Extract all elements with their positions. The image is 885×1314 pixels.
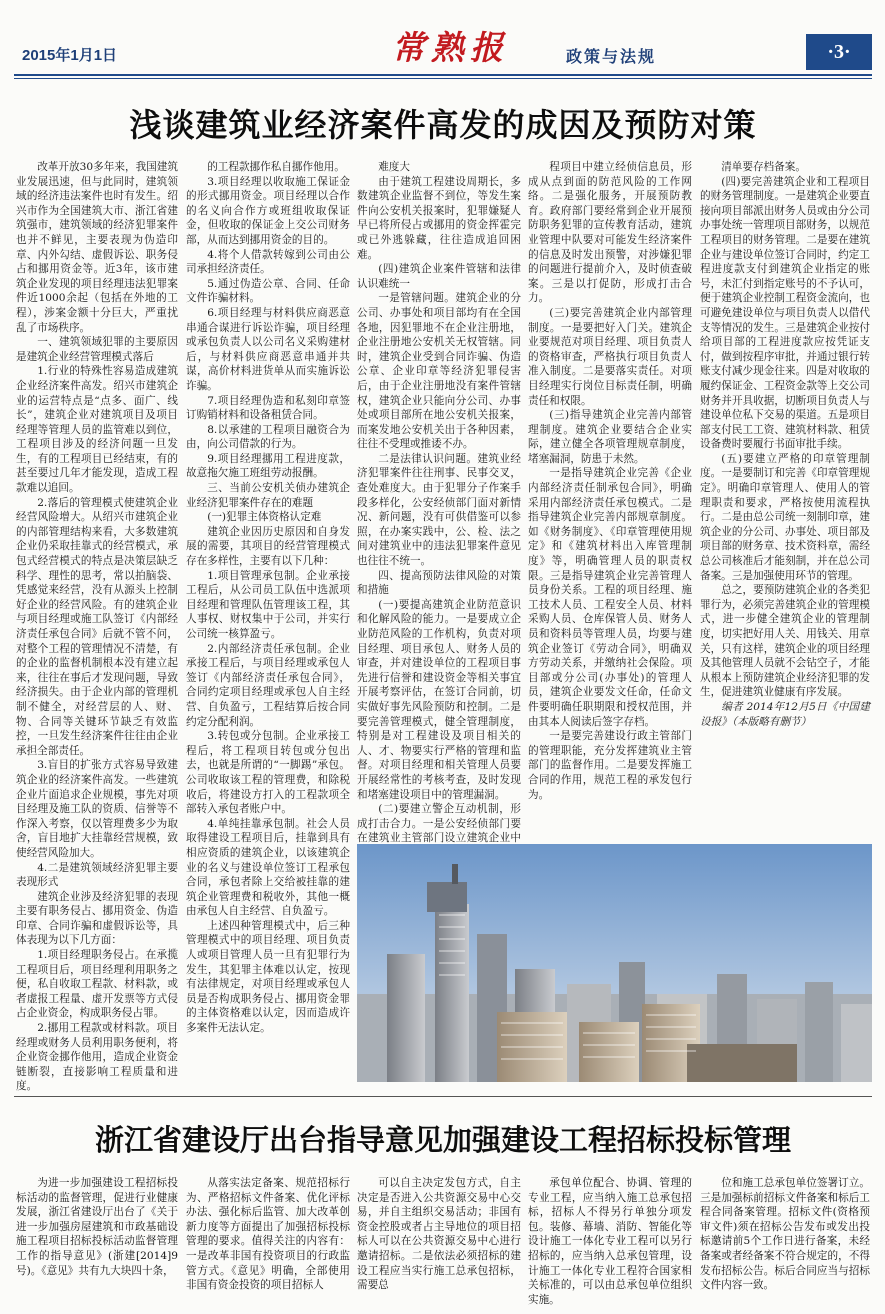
paragraph: 建筑企业因历史原因和自身发展的需要，其项目的经营管理模式存在多样性，主要有以下几种： — [186, 525, 350, 568]
paragraph: (四)要完善建筑企业和工程项目的财务管理制度。一是建筑企业要直接向项目部派出财务人员或由分公司办事处统一管理项目部财务，以规范工程项目的财务管理。二是要在建筑企业与建设单位签订合同时，约定工程进度款支付到建筑企业指定的账号，未汇付到指定账号的不予认可，便于建筑企业控制工程资金流向，也可避免建设单位与项目负责人以借代支等情况的发生。三是建筑企业按付给项目部的工程进度款应按凭证支付，做到按程序审批，并通过银行转账支付减少现金往来。四是对收取的履约保证金、工程资金款等上交公司财务并开具收据，切断项目负责人与建设单位私下交易的渠道。五是项目部支付民工工资、建筑材料款、租赁设备费时要履行书面审批手续。 — [700, 175, 870, 451]
paragraph: 1.行业的特殊性容易造成建筑企业经济案件高发。绍兴市建筑企业的运营特点是“点多、面广、线长”，建筑企业对建筑项目及项目经理等管理人员的监管难以到位，工程项目涉及的经济问题一旦发生，有的工程项目已经结束，有的甚至要过几年才能发现，造成工程款难以追回。 — [16, 365, 178, 495]
paragraph: (一)要提高建筑企业防范意识和化解风险的能力。一是要成立企业防范风险的工作机构，负责对项目经理、项目承包人、财务人员的审查，并对建设单位的工程项目事先进行信誉和建设资金等相关事宜开展考察评估，在签订合同前，切实做好事先风险预防和控制。二是要完善管理模式，健全管理制度，特别是对工程建设及项目相关的人、才、物要实行严格的管理和监督。对项目经理和相关管理人员要开展经常性的考核考查，及时发现和堵塞建设项目中的管理漏洞。 — [357, 598, 521, 801]
paragraph: 8.以承建的工程项目融资合为由，向公司借款的行为。 — [186, 423, 350, 451]
paragraph: 3.转包或分包制。企业承接工程后，将工程项目转包或分包出去，也就是所谓的“一脚踢”承包。公司收取该工程的管理费，和除税收后，将建设方打入的工程款项全部转入承包者账户中。 — [186, 730, 350, 816]
paragraph: 承包单位配合、协调、管理的专业工程，应当纳入施工总承包招标，招标人不得另行单独分项发包。装修、幕墙、消防、智能化等设计施工一体化专业工程可以另行招标的，应当纳入总承包管理，设计施工一体化专业工程符合国家相关标准的，可以由总承包单位组织实施。 — [528, 1177, 692, 1306]
paragraph: 建筑企业涉及经济犯罪的表现主要有职务侵占、挪用资金、伪造印章、合同诈骗和虚假诉讼等，具体表现为以下几方面： — [16, 890, 178, 947]
newspaper-masthead: 常熟报 — [392, 28, 509, 67]
article-source: 编者 2014年12月5日《中国建设报》（本版略有删节） — [700, 700, 870, 728]
article-divider — [14, 1096, 872, 1097]
article1-column-3 — [357, 160, 521, 845]
paragraph: 1.项目经理职务侵占。在承揽工程项目后，项目经理利用职务之便，私自收取工程款、材料款，或者虚报工程量、虚开发票等方式侵占企业资金，构成职务侵占罪。 — [16, 949, 178, 1020]
page-header — [14, 18, 872, 70]
page-number-badge: ·3· — [806, 34, 872, 70]
issue-date: 2015年1月1日 — [22, 47, 118, 64]
paragraph: 的工程款挪作私自挪作他用。 — [207, 161, 345, 173]
paragraph: 3.盲目的扩张方式容易导致建筑企业的经济案件高发。一些建筑企业片面追求企业规模，事先对项目经理及施工队的资质、信誉等不作深入考察，仅以管理费多少为取舍，盲目地扩大挂靠经营规模，致使经营风险加大。 — [16, 759, 178, 859]
article2-column-3 — [357, 1176, 521, 1308]
article2-column-1 — [16, 1176, 178, 1308]
paragraph: 为进一步加强建设工程招标投标活动的监督管理，促进行业健康发展，浙江省建设厅出台了《关于进一步加强房屋建筑和市政基础设施工程项目招标投标活动监督管理工作的指导意见》(浙建[2014]9号)。《意见》共有九大块四十条， — [16, 1177, 178, 1277]
paragraph: 一是指导建筑企业完善《企业内部经济责任制承包合同》，明确采用内部经济责任承包模式。二是指导建筑企业完善内部规章制度。如《财务制度》、《印章管理使用规定》和《建筑材料出入库管理制度》等，明确管理人员的职责权限。三是指导建筑企业完善管理人员身份关系。工程的项目经理、施工技术人员、工程安全人员、材料采购人员、仓库保管人员、财务人员和资料员等管理人员，均要与建筑企业签订《劳动合同》，明确双方劳动关系，并缴纳社会保险。项目部或分公司(办事处)的管理人员，建筑企业要发文任命，任命文件要明确任职期限和授权范围，并由其本人阅读后签字存档。 — [528, 467, 692, 728]
paragraph: 上述四种管理模式中，后三种管理模式中的项目经理、项目负责人或项目管理人员一旦有犯罪行为发生，其犯罪主体难以认定，按现有法律规定，对项目经理或承包人员是否构成职务侵占、挪用资金罪的主体资格难以认定，因而造成许多案件无法认定。 — [186, 919, 350, 1035]
paragraph: 7.项目经理伪造和私刻印章签订购销材料和设备租赁合同。 — [186, 394, 350, 422]
paragraph: 难度大 — [378, 161, 410, 173]
paragraph: (三)要完善建筑企业内部管理制度。一是要把好入门关。建筑企业要规范对项目经理、项目负责人的资格审查，严格执行项目负责人准入制度。二是要落实责任。对项目经理实行岗位目标责任制，明确责任和权限。 — [528, 306, 692, 407]
article2-column-5 — [700, 1176, 870, 1308]
paragraph: 6.项目经理与材料供应商恶意串通合谋进行诉讼诈骗，项目经理或承包负责人以公司名义采购建材后，与材料供应商恶意串通并共谋，高价材料进货单从而实施诉讼诈骗。 — [186, 306, 350, 392]
article1-column-2 — [186, 160, 350, 1090]
article2-headline: 浙江省建设厅出台指导意见加强建设工程招标投标管理 — [94, 1123, 791, 1157]
article1-column-5 — [700, 160, 870, 840]
city-skyline-photo — [357, 844, 872, 1082]
paragraph: 二是法律认识问题。建筑业经济犯罪案件往往刑事、民事交叉，查处难度大。由于犯罪分子作案手段多样化，公安经侦部门面对新情况、新问题，没有可供借鉴可以参照，在办案实践中，公、检、法之间对建筑业中的违法犯罪案件意见也往往不统一。 — [357, 452, 521, 568]
paragraph: (二)要建立警企互动机制，形成打击合力。一是公安经侦部门要在建筑业主管部门设立建筑企业中 — [357, 803, 521, 845]
header-rule-thin — [14, 78, 872, 79]
article1-column-1 — [16, 160, 178, 1110]
paragraph: (四)建筑企业案件管辖和法律认识难统一 — [357, 263, 521, 290]
paragraph: 一、建筑领域犯罪的主要原因是建筑企业经营管理模式落后 — [16, 336, 178, 363]
paragraph: 2.内部经济责任承包制。企业承接工程后，与项目经理或承包人签订《内部经济责任承包合同》，合同约定项目经理或承包人自主经营、自负盈亏，工程结算后按合同约定分配利润。 — [186, 642, 350, 728]
paragraph: 从落实法定备案、规范招标行为、严格招标文件备案、优化评标办法、强化标后监管、加大改革创新力度等方面提出了加强招标投标管理的要求。值得关注的内容有：一是改革非国有投资项目的行政监管方式。《意见》明确，全部使用非国有资金投资的项目招标人 — [186, 1177, 350, 1292]
article1-headline: 浅谈建筑业经济案件高发的成因及预防对策 — [129, 106, 757, 144]
paragraph: (三)指导建筑企业完善内部管理制度。建筑企业要结合企业实际，建立健全各项管理规章制度，堵塞漏洞，防患于未然。 — [528, 409, 692, 465]
paragraph: 位和施工总承包单位签署订立。三是加强标前招标文件备案和标后工程合同备案管理。招标文件(资格预审文件)须在招标公告发布或发出投标邀请前5个工作日进行备案，未经备案或者经备案不符合规定的，不得发布招标公告。标后合同应当与招标文件内容一致。 — [700, 1177, 870, 1292]
article2-column-2 — [186, 1176, 350, 1308]
paragraph: 4.二是建筑领域经济犯罪主要表现形式 — [16, 861, 178, 889]
paragraph: 4.将个人借款转嫁到公司由公司承担经济责任。 — [186, 248, 350, 276]
paragraph: 2.挪用工程款或材料款。项目经理或财务人员利用职务便利，将企业资金挪作他用，造成企业资金链断裂，直接影响工程质量和进度。 — [16, 1022, 178, 1093]
paragraph: 三、当前公安机关侦办建筑企业经济犯罪案件存在的难题 — [186, 482, 350, 509]
paragraph: 四、提高预防法律风险的对策和措施 — [357, 569, 521, 597]
paragraph: 4.单纯挂靠承包制。社会人员取得建设工程项目后，挂靠到具有相应资质的建筑企业，以该建筑企业的名义与建设单位签订工程承包合同，承包者除上交给被挂靠的建筑企业管理费和税收外，其他一概由承包人自主经营、自负盈亏。 — [186, 817, 350, 918]
paragraph: 由于建筑工程建设周期长，多数建筑企业监督不到位，等发生案件向公安机关报案时，犯罪嫌疑人早已将所侵占或挪用的资金挥霍完或已外逃躲藏，往往造成追回困难。 — [357, 175, 521, 261]
paragraph: 改革开放30多年来，我国建筑业发展迅速，但与此同时，建筑领域的经济违法案件也时有发生。绍兴市作为全国建筑大市、浙江省建筑强市，建筑领域的经济犯罪案件也并不鲜见，主要表现为伪造印章、内外勾结、虚假诉讼、职务侵占和挪用资金等。近3年，该市建筑企业发现的项目经理违法犯罪案件近1000余起（包括在外地的工程），涉案金额十分巨大，严重扰乱了市场秩序。 — [16, 161, 178, 334]
paragraph: 一是要完善建设行政主管部门的管理职能，充分发挥建筑业主管部门的监督作用。二是要发挥施工合同的作用，规范工程的承发包行为。 — [528, 730, 692, 801]
header-rule — [14, 74, 872, 76]
section-title: 政策与法规 — [566, 47, 657, 66]
paragraph: 5.通过伪造公章、合同、任命文件诈骗材料。 — [186, 277, 350, 305]
paragraph: 2.落后的管理模式使建筑企业经营风险增大。从绍兴市建筑企业的内部管理结构来看，大多数建筑企业仍采取挂靠式的经营模式，承包式经营模式的特点是决策层缺乏科学、理性的思考，常以拍脑袋、凭感觉来经营，没有从源头上控制好企业的经营风险。有的建筑企业与项目经理或施工队签订《内部经济责任承包合同》后就不管不问，对整个工程的管理情况不清楚，有的企业的监督机制根本没有建立起来，往往在事后才发现问题，导致经济损失。由于企业内部的管理机制不健全，对经营层的人、财、物、合同等关键环节缺乏有效监控，一旦发生经济案件往往由企业承担全部责任。 — [16, 496, 178, 757]
paragraph: (五)要建立严格的印章管理制度。一是要制订和完善《印章管理规定》。明确印章管理人、使用人的管理职责和要求，严格按使用流程执行。二是由总公司统一刻制印章，建筑企业的分公司、办事处、项目部及项目部的财务章、技术资料章，需经总公司核准后才能刻制，并在总公司备案。三是加强使用环节的管理。 — [700, 452, 870, 582]
paragraph: 一是管辖问题。建筑企业的分公司、办事处和项目部均有在全国各地，因犯罪地不在企业注册地，企业注册地公安机关无权管辖。同时，建筑企业受到合同诈骗、伪造公章、企业印章等经济犯罪侵害后，由于企业注册地没有案件管辖权，建筑企业只能向分公司、办事处或项目部所在地公安机关报案，而案发地公安机关出于各种因素，往往不受理或推诿不办。 — [357, 292, 521, 451]
article1-column-4 — [528, 160, 692, 840]
article2-column-4 — [528, 1176, 692, 1308]
paragraph: 总之，要预防建筑企业的各类犯罪行为，必须完善建筑企业的管理模式，进一步健全建筑企业的管理制度，切实把好用人关、用钱关、用章关，只有这样，建筑企业的项目经理及其他管理人员就不会钻空子，才能从根本上预防建筑企业经济犯罪的发生，促进建筑业健康有序发展。 — [700, 584, 870, 699]
paragraph: (一)犯罪主体资格认定难 — [207, 511, 322, 524]
paragraph: 9.项目经理挪用工程进度款，故意拖欠施工班组劳动报酬。 — [186, 452, 350, 480]
paragraph: 清单要存档备案。 — [721, 161, 806, 173]
paragraph: 程项目中建立经侦信息员，形成从点到面的防范风险的工作网络。二是强化服务，开展预防教育。政府部门要经常到企业开展预防职务犯罪的宣传教育活动，建筑业管理中队要对可能发生经济案件的信息及时发出预警，对涉嫌犯罪的问题进行提前介入，及时侦查破案。三是以打促防，形成打击合力。 — [528, 161, 692, 305]
paragraph: 3.项目经理以收取施工保证金的形式挪用资金。项目经理以合作的名义向合作方或班组收取保证金，但收取的保证金上交公司财务部，从而达到挪用资金的目的。 — [186, 175, 350, 246]
paragraph: 可以自主决定发包方式，自主决定是否进入公共资源交易中心交易，并自主组织交易活动；非国有资金控股或者占主导地位的项目招标人可以在公共资源交易中心进行邀请招标。二是依法必须招标的建设工程应当实行施工总承包招标，需要总 — [357, 1177, 521, 1292]
paragraph: 1.项目管理承包制。企业承接工程后，从公司员工队伍中选派项目经理和管理队伍管理该工程，其人事权、财权集中于公司，并实行公司统一核算盈亏。 — [186, 569, 350, 640]
